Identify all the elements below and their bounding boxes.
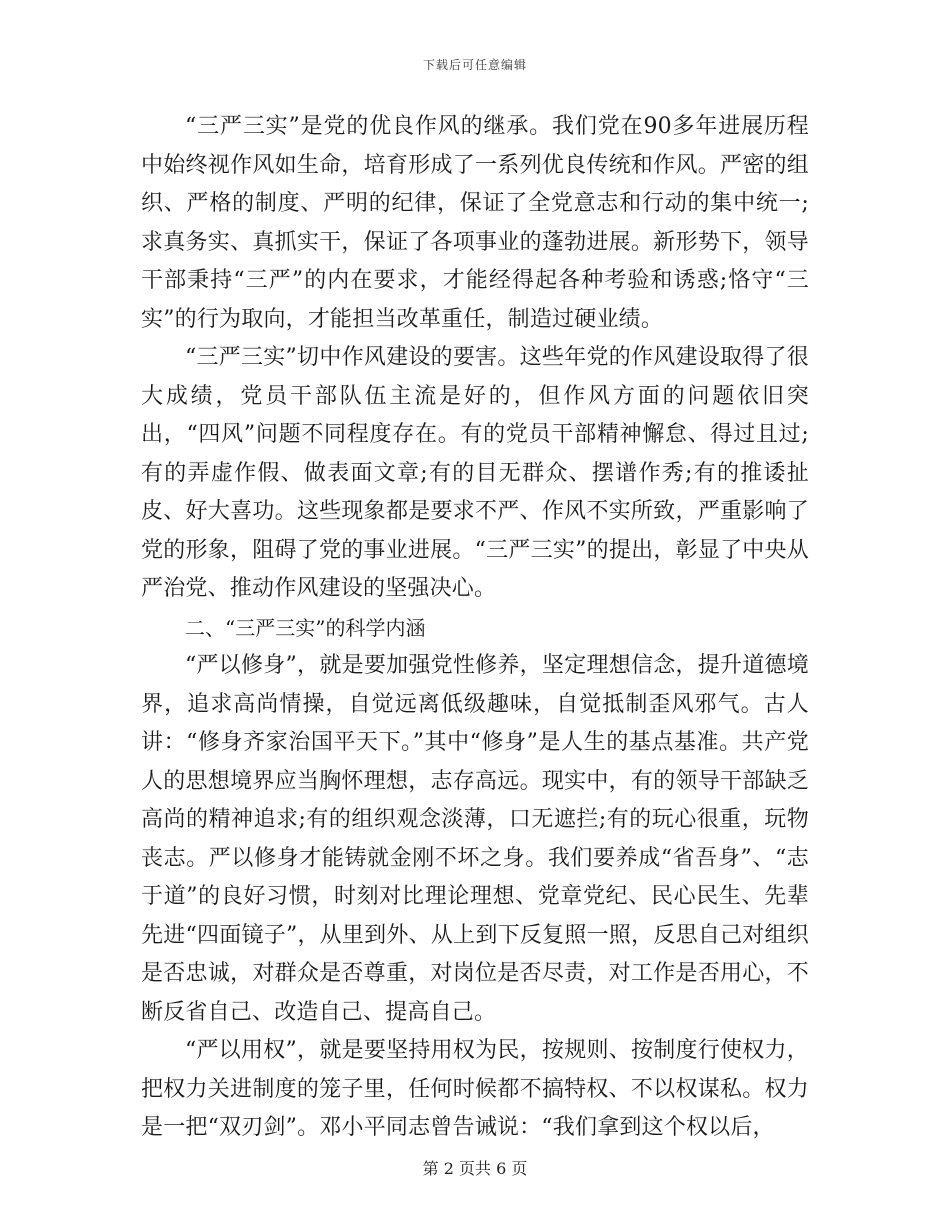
download-note: 下载后可任意编辑 bbox=[422, 58, 527, 72]
document-body bbox=[141, 108, 809, 1148]
paragraph-style-building: “三严三实”切中作风建设的要害。这些年党的作风建设取得了很大成绩，党员干部队伍主流是好的，但作风方面的问题依旧突出，“四风”问题不同程度存在。有的党员干部精神懈怠、得过且过;有的弄虚作假、做表面文章;有的目无群众、摆谱作秀;有的推诿扯皮、好大喜功。这些现象都是要求不严、作风不实所致，严重影响了党的形象，阻碍了党的事业进展。“三严三实”的提出，彰显了中央从严治党、推动作风建设的坚强决心。 bbox=[141, 345, 809, 601]
section-heading: 二、“三严三实”的科学内涵 bbox=[185, 615, 426, 640]
paragraph-self-cultivation: “严以修身”，就是要加强党性修养，坚定理想信念，提升道德境界，追求高尚情操，自觉远离低级趣味，自觉抵制歪风邪气。古人讲：“修身齐家治国平天下。”其中“修身”是人生的基点基准。共产党人的思想境界应当胸怀理想，志存高远。现实中，有的领导干部缺乏高尚的精神追求;有的组织观念淡薄，口无遮拦;有的玩心很重，玩物丧志。严以修身才能铸就金刚不坏之身。我们要养成“省吾身”、“志于道”的良好习惯，时刻对比理论理想、党章党纪、民心民生、先辈先进“四面镜子”，从里到外、从上到下反复照一照，反思自己对组织是否忠诚，对群众是否尊重，对岗位是否尽责，对工作是否用心，不断反省自己、改造自己、提高自己。 bbox=[141, 653, 809, 1025]
paragraph-inheritance: “三严三实”是党的优良作风的继承。我们党在90多年进展历程中始终视作风如生命，培育形成了一系列优良传统和作风。严密的组织、严格的制度、严明的纪律，保证了全党意志和行动的集中统一;求真务实、真抓实干，保证了各项事业的蓬勃进展。新形势下，领导干部秉持“三严”的内在要求，才能经得起各种考验和诱惑;恪守“三实”的行为取向，才能担当改革重任，制造过硬业绩。 bbox=[141, 114, 809, 332]
paragraph-use-of-power: “严以用权”，就是要坚持用权为民，按规则、按制度行使权力，把权力关进制度的笼子里，任何时候都不搞特权、不以权谋私。权力是一把“双刃剑”。邓小平同志曾告诫说：“我们拿到这个权以后， bbox=[141, 1038, 809, 1140]
page-number: 第 2 页共 6 页 bbox=[422, 1159, 528, 1178]
